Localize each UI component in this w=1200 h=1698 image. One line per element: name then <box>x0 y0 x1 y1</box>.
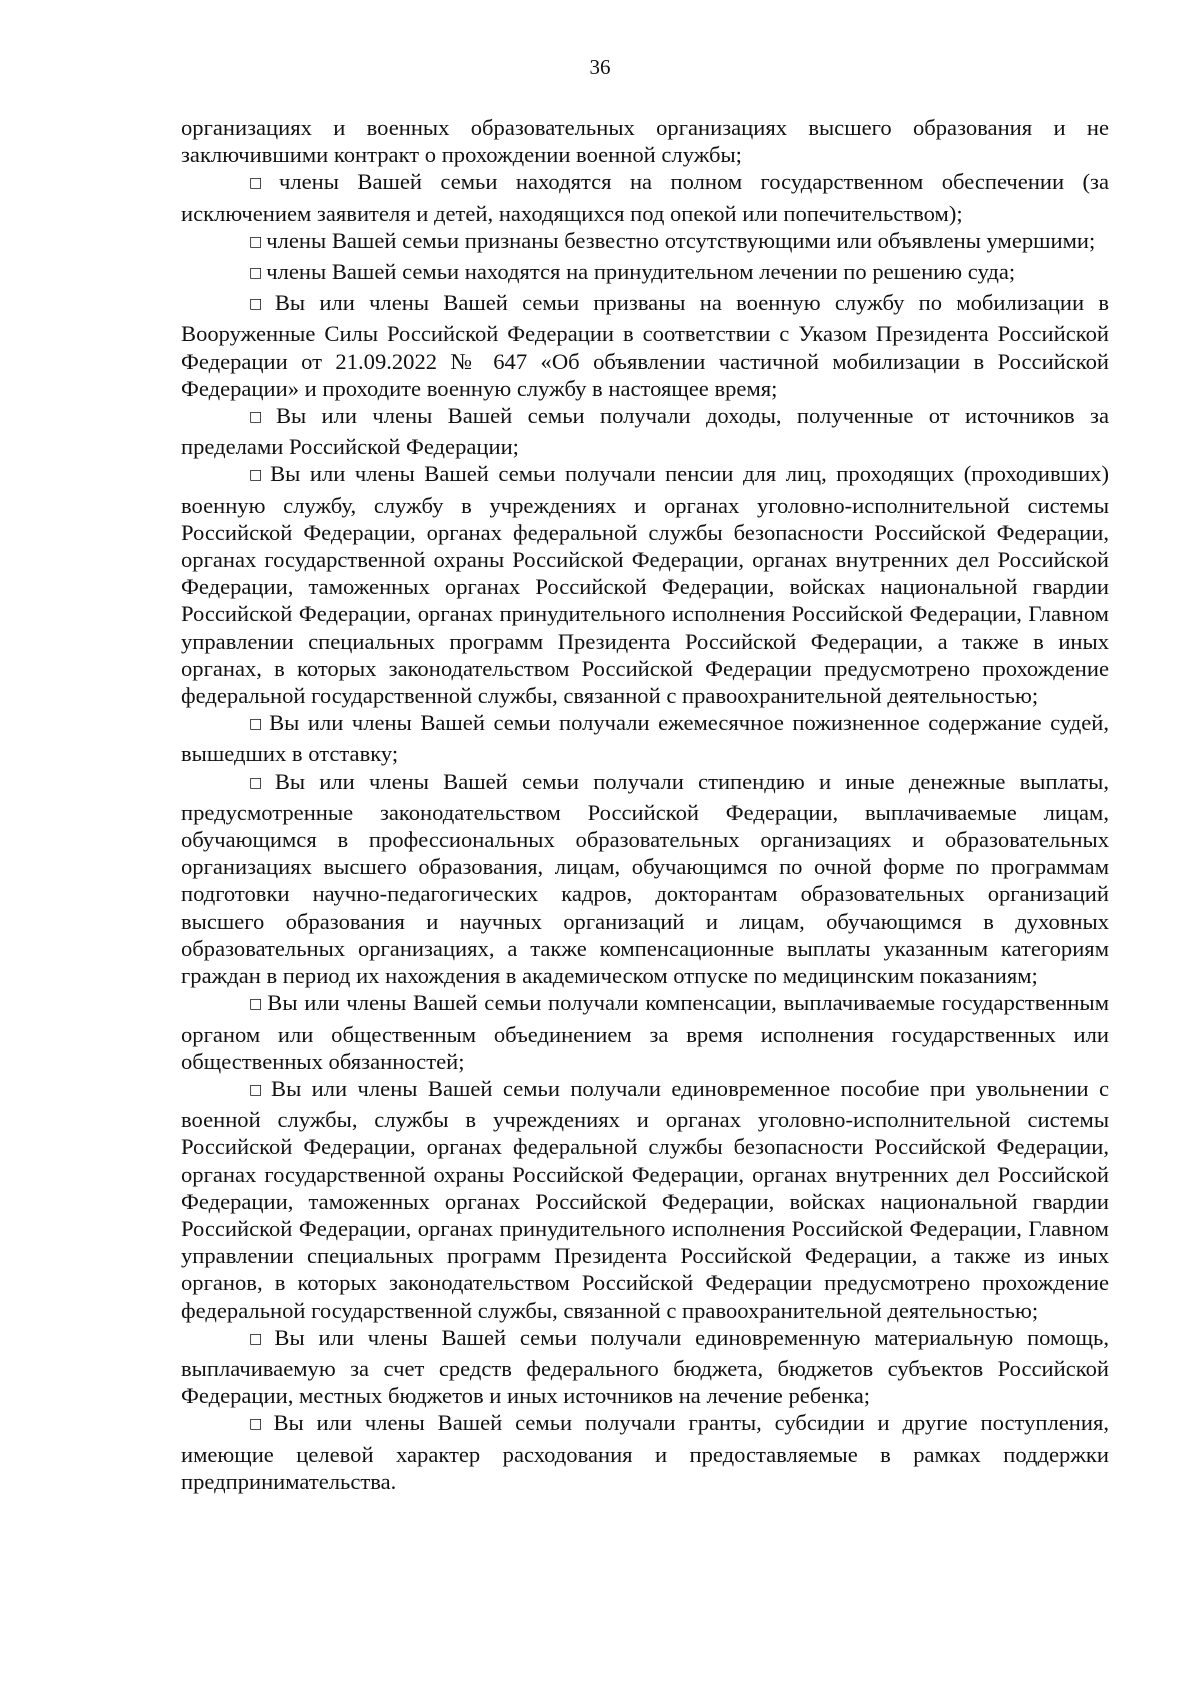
checkbox-icon[interactable]: □ <box>249 996 264 1013</box>
checkbox-item-text: Вы или члены Вашей семьи получали единовременную материальную помощь, выплачиваемую за счет средств федерального бюджета, бюджетов субъектов Российской Федерации, местных бюджетов и иных источников на лечение ребенка; <box>181 1324 1109 1409</box>
checkbox-icon[interactable]: □ <box>249 716 266 733</box>
checkbox-item-judges-allowance <box>181 709 1109 767</box>
document-body <box>181 114 1109 1495</box>
checkbox-icon[interactable]: □ <box>249 1416 270 1433</box>
page-number: 36 <box>589 55 611 79</box>
checkbox-item-text: члены Вашей семьи признаны безвестно отсутствующими или объявлены умершими; <box>266 227 1096 253</box>
checkbox-item-state-support <box>181 168 1109 226</box>
checkbox-item-text: Вы или члены Вашей семьи получали гранты, субсидии и другие поступления, имеющие целевой характер расходования и предоставляемые в рамках поддержки предпринимательства. <box>181 1410 1109 1494</box>
checkbox-item-text: Вы или члены Вашей семьи получали пенсии для лиц, проходящих (проходивших) военную службу, службу в учреждениях и органах уголовно-исполнительной системы Российской Федерации, органах федеральной службы безопасности Российской Федерации, органах государственной охраны Российской Федерации, органах внутренних дел Российской Федерации, таможенных органах Российской Федерации, войсках национальной гвардии Российской Федерации, органах принудительного исполнения Российской Федерации, Главном управлении специальных программ Президента Российской Федерации, а также в иных органах, в которых законодательством Российской Федерации предусмотрено прохождение федеральной государственной службы, связанной с правоохранительной деятельностью; <box>181 461 1109 709</box>
paragraph-continuation <box>181 114 1109 168</box>
checkbox-item-missing <box>181 227 1109 258</box>
checkbox-icon[interactable]: □ <box>249 265 263 282</box>
checkbox-icon[interactable]: □ <box>249 1330 271 1347</box>
checkbox-icon[interactable]: □ <box>249 175 276 192</box>
checkbox-icon[interactable]: □ <box>249 774 271 791</box>
checkbox-icon[interactable]: □ <box>249 296 271 313</box>
checkbox-item-compensations <box>181 989 1109 1075</box>
checkbox-icon[interactable]: □ <box>249 233 263 250</box>
checkbox-item-grants-subsidies <box>181 1409 1109 1495</box>
checkbox-item-text: члены Вашей семьи находятся на полном государственном обеспечении (за исключением заявителя и детей, находящихся под опекой или попечительством); <box>181 169 1109 226</box>
paragraph-text: организациях и военных образовательных организациях высшего образования и не заключившими контракт о прохождении военной службы; <box>181 115 1109 168</box>
checkbox-item-child-treatment-aid <box>181 1324 1109 1410</box>
checkbox-item-text: Вы или члены Вашей семьи получали компенсации, выплачиваемые государственным органом или общественным объединением за время исполнения государственных или общественных обязанностей; <box>181 990 1110 1074</box>
checkbox-item-foreign-income <box>181 402 1109 460</box>
checkbox-icon[interactable]: □ <box>249 467 267 484</box>
checkbox-icon[interactable]: □ <box>249 409 272 426</box>
checkbox-item-text: Вы или члены Вашей семьи получали ежемесячное пожизненное содержание судей, вышедших в отставку; <box>181 710 1109 767</box>
checkbox-icon[interactable]: □ <box>249 1081 267 1098</box>
checkbox-item-text: Вы или члены Вашей семьи получали стипендию и иные денежные выплаты, предусмотренные законодательством Российской Федерации, выплачиваемые лицам, обучающимся в профессиональных образовательных организациях и образовательных организациях высшего образования, лицам, обучающимся по очной форме по программам подготовки научно-педагогических кадров, докторантам образовательных организаций высшего образования и научных организаций и лицам, обучающимся в духовных образовательных организациях, а также компенсационные выплаты указанным категориям граждан в период их нахождения в академическом отпуске по медицинским показаниям; <box>181 768 1110 989</box>
checkbox-item-text: члены Вашей семьи находятся на принудительном лечении по решению суда; <box>266 259 1016 285</box>
checkbox-item-stipends <box>181 768 1109 990</box>
checkbox-item-service-pensions <box>181 460 1109 709</box>
checkbox-item-compulsory-treatment <box>181 258 1109 289</box>
checkbox-item-text: Вы или члены Вашей семьи получали единовременное пособие при увольнении с военной службы, службы в учреждениях и органах уголовно-исполнительной системы Российской Федерации, органах федеральной службы безопасности Российской Федерации, органах государственной охраны Российской Федерации, органах внутренних дел Российской Федерации, таможенных органах Российской Федерации, войсках национальной гвардии Российской Федерации, органах принудительного исполнения Российской Федерации, Главном управлении специальных программ Президента Российской Федерации, а также из иных органов, в которых законодательством Российской Федерации предусмотрено прохождение федеральной государственной службы, связанной с правоохранительной деятельностью; <box>181 1075 1110 1323</box>
checkbox-item-mobilization <box>181 289 1109 402</box>
checkbox-item-text: Вы или члены Вашей семьи призваны на военную службу по мобилизации в Вооруженные Силы Российской Федерации в соответствии с Указом Президента Российской Федерации от 21.09.2022 № 647 «Об объявлении частичной мобилизации в Российской Федерации» и проходите военную службу в настоящее время; <box>181 290 1109 401</box>
checkbox-item-text: Вы или члены Вашей семьи получали доходы, полученные от источников за пределами Российской Федерации; <box>181 403 1109 460</box>
checkbox-item-severance-allowance <box>181 1075 1109 1324</box>
